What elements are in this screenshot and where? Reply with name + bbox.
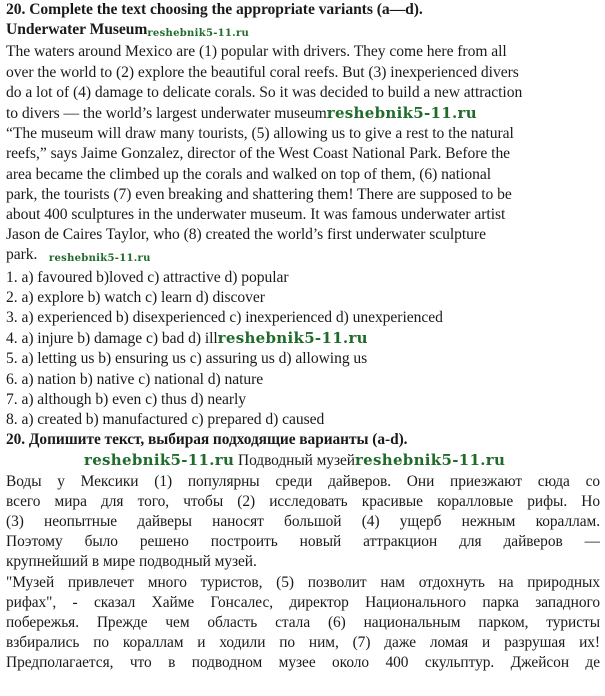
option-line: 6. a) nation b) native c) national d) nature xyxy=(6,370,264,388)
text-line: взбирались по кораллам и ходили по ним, (7) даже ломая и разрушая их! xyxy=(6,634,600,652)
task-heading-en: 20. Complete the text choosing the appropriate variants (a—d). xyxy=(6,1,423,18)
text-line: over the world to (2) explore the beautiful coral reefs. But (3) inexperienced divers xyxy=(6,63,519,81)
text-line: park, the tourists (7) even breaking and shattering them! There are supposed to be xyxy=(6,185,512,203)
text-line: "Музей привлечет много туристов, (5) позволит нам отдохнуть на природных xyxy=(6,573,600,591)
text-line: Поэтому было решено построить новый аттракцион для дайверов — xyxy=(6,533,600,551)
text-line: всего мира для того, чтобы (2) исследовать красивые коралловые рифы. Но xyxy=(6,492,600,510)
text-fragment: park. xyxy=(6,246,38,264)
watermark: reshebnik5-11.ru xyxy=(147,28,250,40)
text-line: Предполагается, что в подводном музее около 400 скульптур. Джейсон де xyxy=(6,654,600,672)
text-line: about 400 sculptures in the underwater museum. It was famous underwater artist xyxy=(6,206,506,224)
text-line: reefs,” says Jaime Gonzalez, director of the West Coast National Park. Before the xyxy=(6,145,511,163)
text-line: Воды у Мексики (1) популярны среди дайверов. Они приезжают сюда со xyxy=(6,472,600,490)
title-en: Underwater Museum xyxy=(6,21,148,39)
option-line: 5. a) letting us b) ensuring us c) assuring us d) allowing us xyxy=(6,350,368,368)
text-line: рифах", - сказал Хайме Гонсалес, директор Национального парка западного xyxy=(6,593,600,611)
text-line xyxy=(6,245,600,267)
text-line: area became the climbed up the corals and walked on top of them, (6) national xyxy=(6,165,492,183)
title-line-en xyxy=(6,20,600,42)
option-line: 3. a) experienced b) disexperienced c) inexperienced d) unexperienced xyxy=(6,309,443,327)
watermark: reshebnik5-11.ru xyxy=(326,104,477,123)
text-line: Jason de Caires Taylor, who (8) created the world’s first underwater sculpture xyxy=(6,226,486,244)
task-heading-ru: 20. Допишите текст, выбирая подходящие варианты (a-d). xyxy=(6,431,408,449)
text-line: do a lot of (4) damage to delicate corals. So it was decided to build a new attraction xyxy=(6,83,523,101)
option-line: 8. a) created b) manufactured c) prepared d) caused xyxy=(6,411,325,429)
text-line: побережья. Прежде чем область стала (6) национальным парком, туристы xyxy=(6,614,600,631)
text-line xyxy=(6,103,600,124)
option-line: 7. a) although b) even c) thus d) nearly xyxy=(6,390,247,408)
text-fragment: to divers — the world’s largest underwater museum xyxy=(6,105,327,123)
title-ru: Подводный музей xyxy=(238,452,355,470)
watermark: reshebnik5-11.ru xyxy=(354,451,506,470)
title-line-ru xyxy=(6,450,600,471)
watermark: reshebnik5-11.ru xyxy=(84,451,235,470)
option-line: 1. a) favoured b)loved c) attractive d) popular xyxy=(6,268,289,286)
watermark: reshebnik5-11.ru xyxy=(48,253,151,265)
option-line xyxy=(6,328,600,349)
option-text: 4. a) injure b) damage c) bad d) ill xyxy=(6,330,218,348)
document-page xyxy=(6,0,600,674)
watermark: reshebnik5-11.ru xyxy=(217,329,368,348)
text-line: (3) неопытные дайверы наносят большой (4) ущерб нежным кораллам. xyxy=(6,513,600,531)
text-line: The waters around Mexico are (1) popular with drivers. They come here from all xyxy=(6,43,507,61)
text-line: “The museum will draw many tourists, (5) allowing us to give a rest to the natural xyxy=(6,125,514,143)
text-line: крупнейший в мире подводный музей. xyxy=(6,553,257,571)
option-line: 2. a) explore b) watch c) learn d) discover xyxy=(6,288,265,306)
